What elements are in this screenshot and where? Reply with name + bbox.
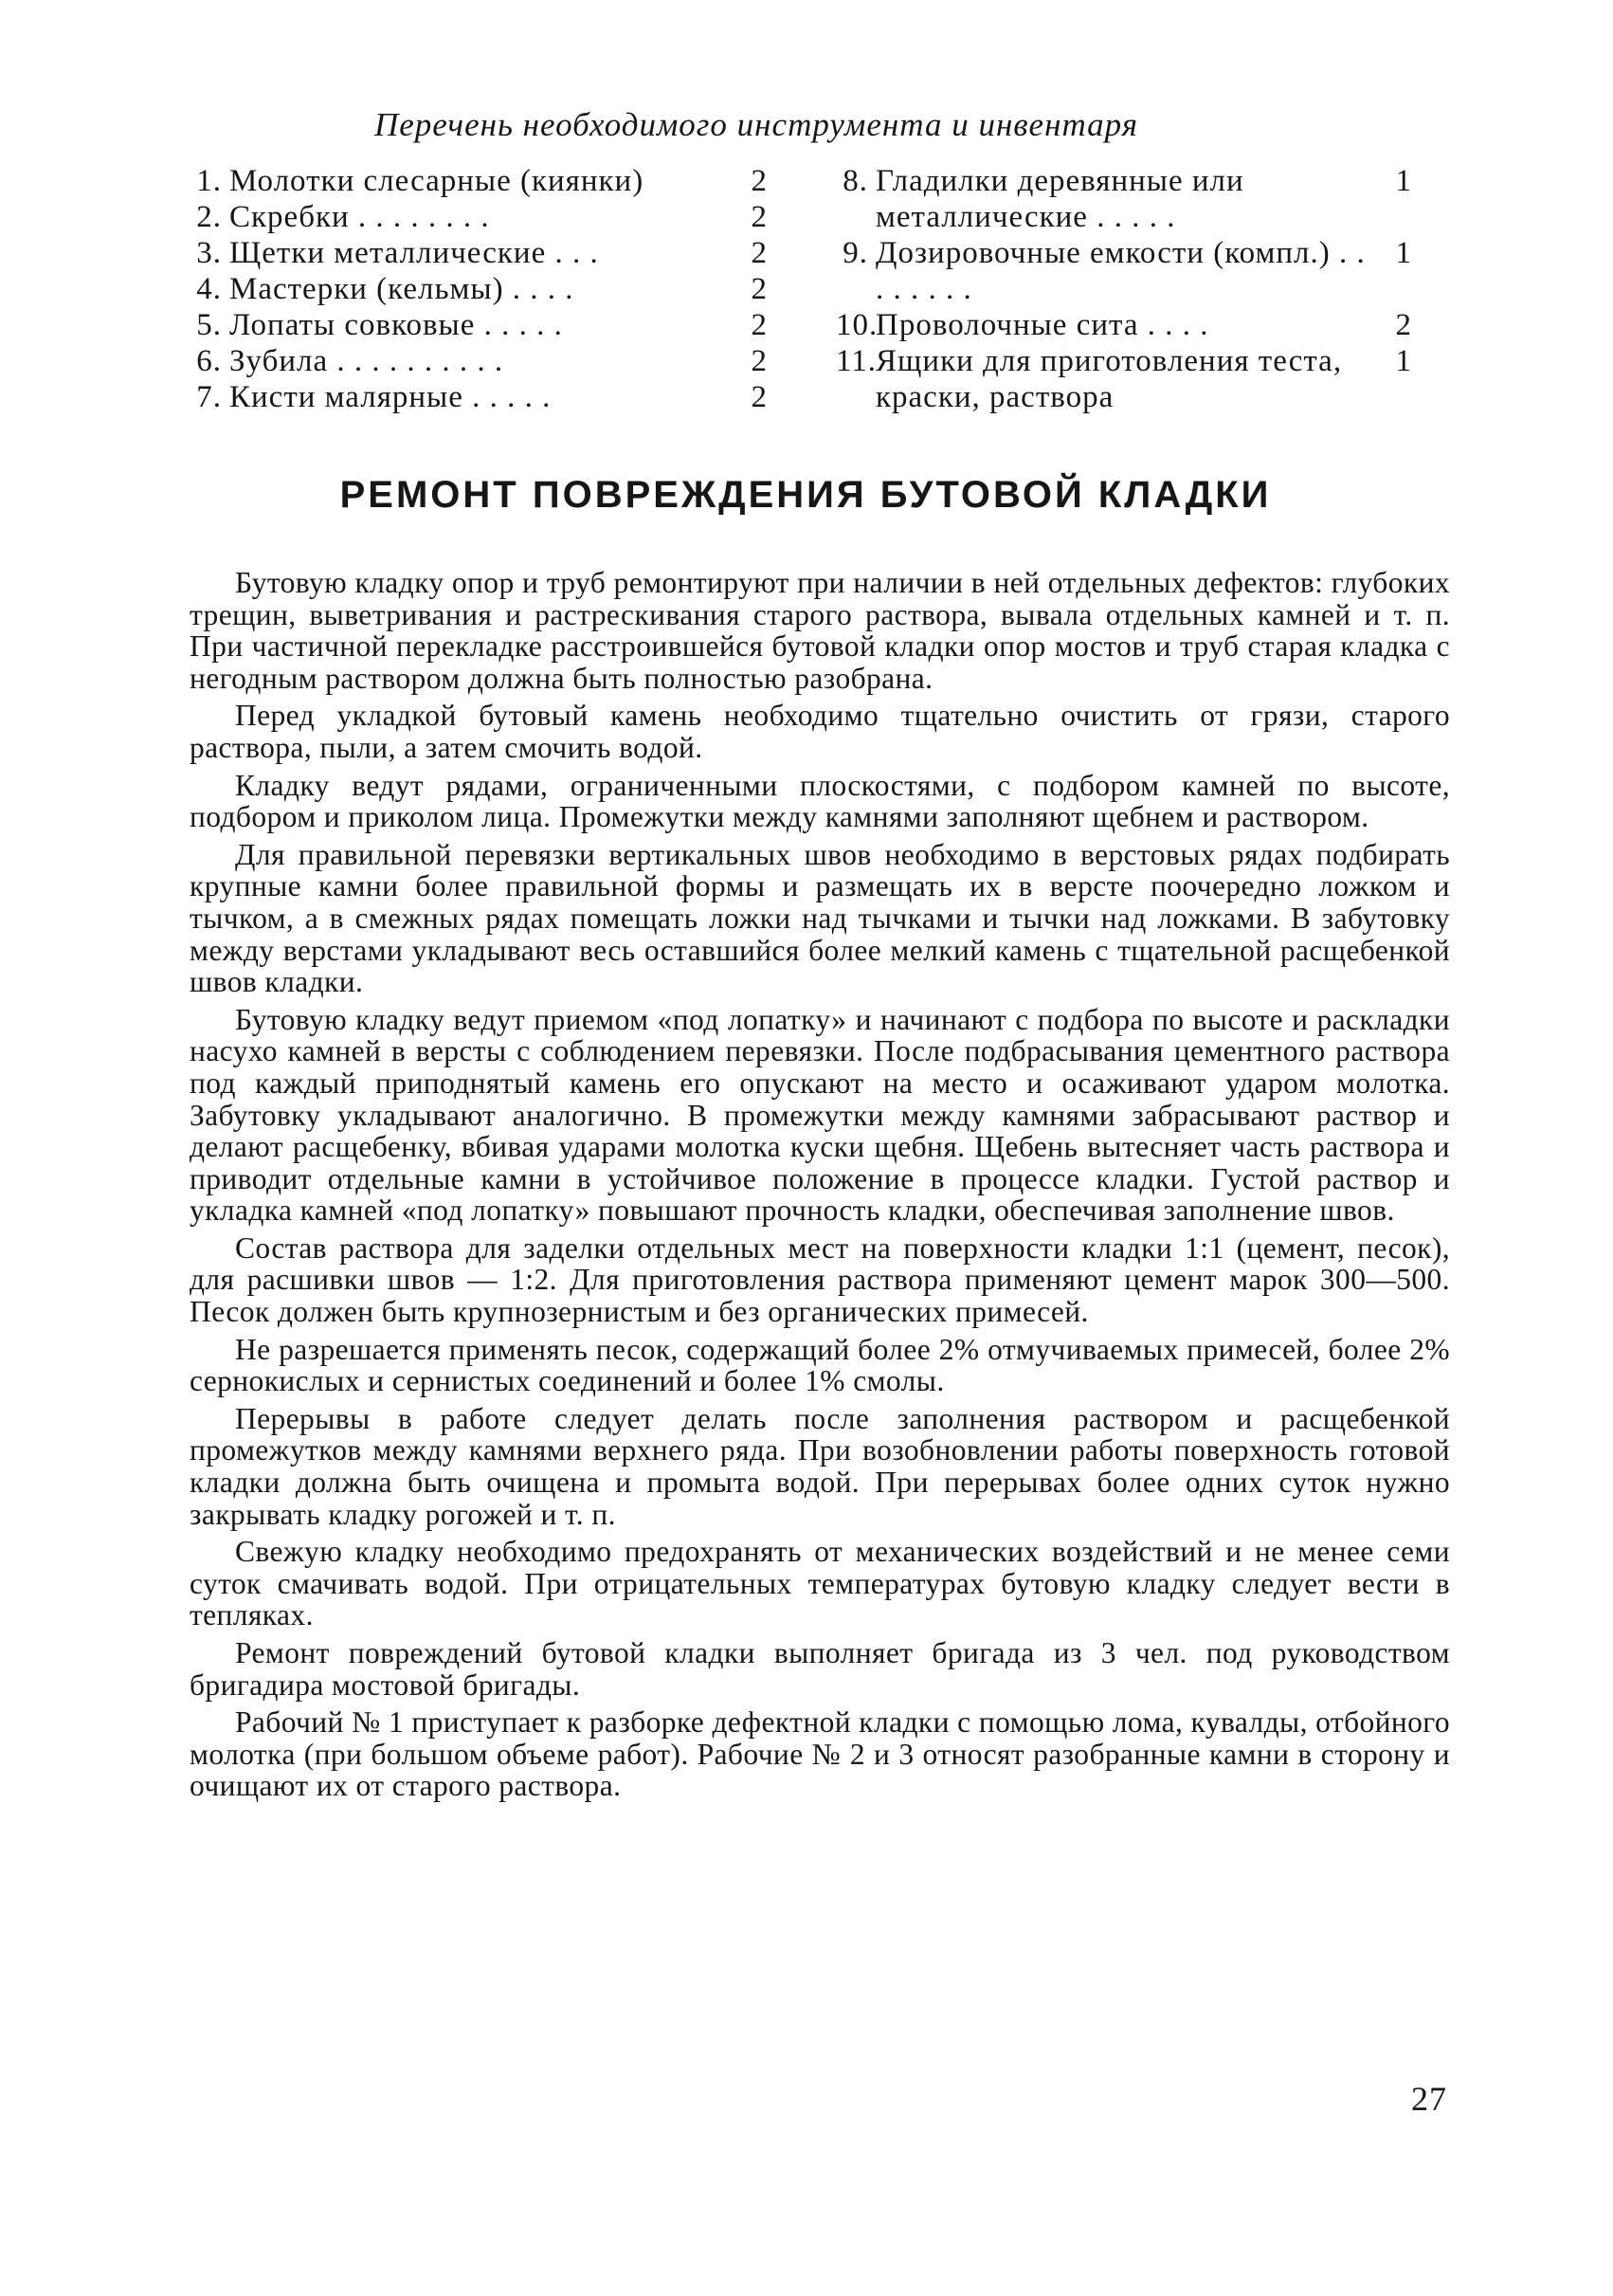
tool-name: Ящики для приготовления теста, краски, раствора — [876, 344, 1343, 414]
tool-quantity: 2 — [751, 164, 768, 198]
tool-quantity: 2 — [751, 344, 768, 378]
tool-name: Молотки слесарные (киянки) — [229, 164, 644, 198]
tool-item — [836, 235, 1412, 307]
tool-quantity: 2 — [1395, 308, 1412, 342]
tool-number: 10. — [836, 308, 879, 342]
tool-name: Скребки . . . . . . . . — [229, 200, 490, 234]
tool-name: Мастерки (кельмы) . . . . — [229, 272, 574, 306]
tool-number: 1. — [196, 164, 222, 198]
tool-name: Гладилки деревянные или металлические . . . . . — [876, 164, 1244, 234]
tool-name: Дозировочные емкости (компл.) . . . . . . . . — [876, 236, 1366, 306]
tool-item — [190, 271, 768, 307]
tools-list-left — [190, 163, 768, 415]
tool-number: 8. — [843, 164, 868, 198]
paragraph: Состав раствора для заделки отдельных мест на поверхности кладки 1:1 (цемент, песок), для расшивки швов — 1:2. Для приготовления раствора применяют цемент марок 300—500. Песок должен быть крупнозернистым и без органических примесей. — [190, 1230, 1450, 1329]
tool-item — [836, 307, 1412, 343]
tool-number: 2. — [196, 200, 222, 234]
tool-quantity: 2 — [751, 308, 768, 342]
tool-number: 4. — [196, 272, 222, 306]
paragraph: Перед укладкой бутовый камень необходимо тщательно очистить от грязи, старого раствора, пыли, а затем смочить водой. — [190, 699, 1450, 764]
tool-number: 9. — [843, 236, 868, 270]
paragraph: Свежую кладку необходимо предохранять от механических воздействий и не менее семи суток смачивать водой. При отрицательных температурах бутовую кладку следует вести в тепляках. — [190, 1535, 1450, 1632]
paragraph: Ремонт повреждений бутовой кладки выполняет бригада из 3 чел. под руководством бригадира мостовой бригады. — [190, 1636, 1450, 1702]
tool-number: 11. — [836, 344, 878, 378]
tool-number: 6. — [196, 344, 222, 378]
tool-item — [190, 343, 768, 379]
tool-quantity: 2 — [751, 236, 768, 270]
tool-quantity: 2 — [751, 272, 768, 306]
tool-number: 3. — [196, 236, 222, 270]
tools-list-right — [836, 163, 1412, 415]
section-heading: РЕМОНТ ПОВРЕЖДЕНИЯ БУТОВОЙ КЛАДКИ — [339, 474, 1272, 516]
paragraph: Бутовую кладку ведут приемом «под лопатку» и начинают с подбора по высоте и раскладки насухо камней в версты с соблюдением перевязки. После подбрасывания цементного раствора под каждый приподнятый камень его опускают на место и осаживают ударом молотка. Забутовку укладывают аналогично. В промежутки между камнями забрасывают раствор и делают расщебенку, вбивая ударами молотка куски щебня. Щебень вытесняет часть раствора и приводит отдельные камни в устойчивое положение в процессе кладки. Густой раствор и укладка камней «под лопатку» повышают прочность кладки, обеспечивая заполнение швов. — [190, 1002, 1450, 1228]
tool-quantity: 2 — [751, 380, 768, 414]
tool-name: Зубила . . . . . . . . . . — [229, 344, 504, 378]
page-number: 27 — [1411, 2080, 1447, 2118]
tool-item — [836, 163, 1412, 235]
tool-quantity: 2 — [751, 200, 768, 234]
tool-name: Проволочные сита . . . . — [876, 308, 1209, 342]
tool-number: 5. — [196, 308, 222, 342]
paragraph: Бутовую кладку опор и труб ремонтируют при наличии в ней отдельных дефектов: глубоких трещин, выветривания и растрескивания старого раствора, вывала отдельных камней и т. п. При частичной перекладке расстроившейся бутовой кладки опор мостов и труб старая кладка с негодным раствором должна быть полностью разобрана. — [190, 566, 1450, 695]
paragraph: Перерывы в работе следует делать после заполнения раствором и расщебенкой промежутков между камнями верхнего ряда. При возобновлении работы поверхность готовой кладки должна быть очищена и промыта водой. При перерывах более одних суток нужно закрывать кладку рогожей и т. п. — [190, 1401, 1450, 1531]
paragraph: Кладку ведут рядами, ограниченными плоскостями, с подбором камней по высоте, подбором и приколом лица. Промежутки между камнями заполняют щебнем и раствором. — [190, 768, 1450, 834]
tool-item — [190, 379, 768, 415]
tool-quantity: 1 — [1395, 164, 1412, 198]
tool-item — [190, 307, 768, 343]
tools-list-caption: Перечень необходимого инструмента и инвентаря — [374, 106, 1138, 143]
body-text — [190, 567, 1450, 1808]
tool-item — [836, 343, 1412, 415]
tool-quantity: 1 — [1395, 236, 1412, 270]
tool-quantity: 1 — [1395, 344, 1412, 378]
tool-name: Лопаты совковые . . . . . — [229, 308, 563, 342]
tool-item — [190, 199, 768, 235]
tool-item — [190, 163, 768, 199]
paragraph: Для правильной перевязки вертикальных швов необходимо в верстовых рядах подбирать крупные камни более правильной формы и размещать их в версте поочередно ложком и тычком, а в смежных рядах помещать ложки над тычками и тычки над ложками. В забутовку между верстами укладывают весь оставшийся более мелкий камень с тщательной расщебенкой швов кладки. — [190, 837, 1450, 999]
tool-item — [190, 235, 768, 271]
tool-name: Щетки металлические . . . — [229, 236, 599, 270]
tool-number: 7. — [196, 380, 222, 414]
tool-name: Кисти малярные . . . . . — [229, 380, 552, 414]
paragraph: Рабочий № 1 приступает к разборке дефектной кладки с помощью лома, кувалды, отбойного молотка (при большом объеме работ). Рабочие № 2 и 3 относят разобранные камни в сторону и очищают их от старого раствора. — [190, 1705, 1450, 1803]
paragraph: Не разрешается применять песок, содержащий более 2% отмучиваемых примесей, более 2% сернокислых и сернистых соединений и более 1% смолы. — [190, 1332, 1450, 1398]
